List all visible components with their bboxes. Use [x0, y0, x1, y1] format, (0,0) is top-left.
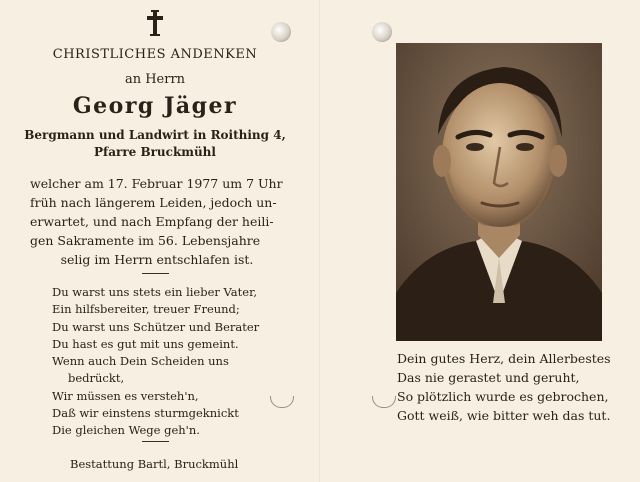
- memorial-poem-left: [52, 284, 282, 440]
- memorial-poem-right: [397, 349, 637, 425]
- portrait-figure: [396, 43, 602, 341]
- poem-line: Gott weiß, wie bitter weh das tut.: [397, 408, 611, 423]
- poem-line: Die gleichen Wege geh'n.: [52, 423, 200, 438]
- deceased-name: Georg Jäger: [72, 93, 238, 119]
- poem-line: Ein hilfsbereiter, treuer Freund;: [52, 302, 240, 317]
- poem-line: Du warst uns stets ein lieber Vater,: [52, 285, 257, 299]
- an-herrn-label: an Herrn: [124, 72, 186, 87]
- poem-line: Du warst uns Schützer und Berater: [52, 319, 260, 334]
- poem-line: Das nie gerastet und geruht,: [397, 370, 580, 385]
- occupation-line: Bergmann und Landwirt in Roithing 4,: [24, 128, 286, 142]
- notice-line: früh nach längerem Leiden, jedoch un-: [30, 195, 277, 210]
- poem-line: Dein gutes Herz, dein Allerbestes: [397, 351, 611, 366]
- death-notice-text: [30, 174, 284, 269]
- poem-line: So plötzlich wurde es gebrochen,: [397, 389, 609, 404]
- poem-line: Wir müssen es versteh'n,: [52, 388, 199, 403]
- notice-line: selig im Herrn entschlafen ist.: [60, 252, 254, 267]
- parish-line: Pfarre Bruckmühl: [94, 145, 216, 159]
- notice-line: welcher am 17. Februar 1977 um 7 Uhr: [30, 176, 283, 191]
- notice-line: gen Sakramente im 56. Lebensjahre: [30, 233, 261, 248]
- notice-line: erwartet, und nach Empfang der heili-: [30, 214, 274, 229]
- separator-rule: [142, 273, 169, 274]
- portrait-photo: [396, 43, 602, 341]
- undertaker-credit: Bestattung Bartl, Bruckmühl: [70, 457, 239, 471]
- left-panel: [0, 0, 318, 482]
- latin-cross-icon: [146, 10, 164, 36]
- right-panel: [320, 0, 640, 482]
- poem-line: bedrückt,: [68, 371, 125, 386]
- memorial-heading: CHRISTLICHES ANDENKEN: [52, 47, 258, 62]
- poem-line: Du hast es gut mit uns gemeint.: [52, 336, 239, 351]
- separator-rule: [142, 441, 169, 442]
- poem-line: Daß wir einstens sturmgeknickt: [52, 406, 239, 421]
- poem-line: Wenn auch Dein Scheiden uns: [52, 354, 229, 369]
